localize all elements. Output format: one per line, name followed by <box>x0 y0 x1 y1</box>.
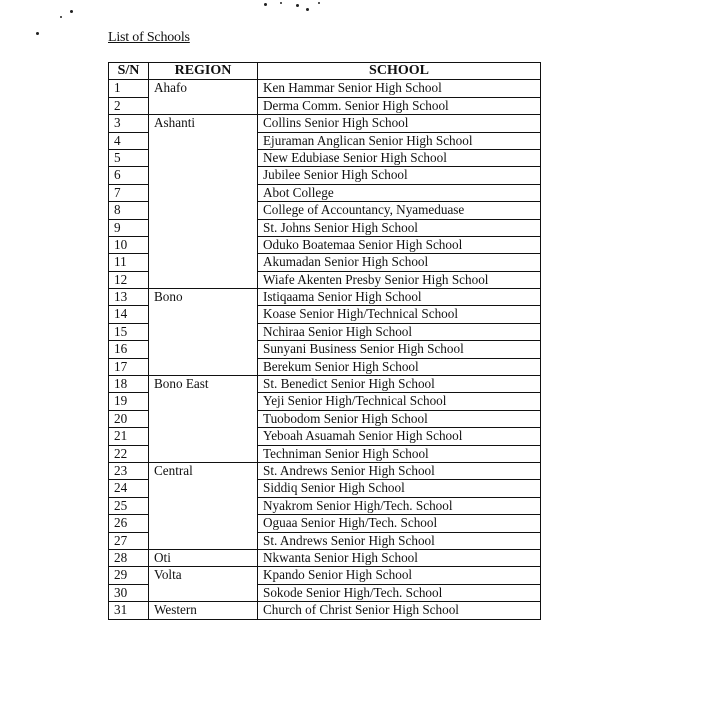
school-cell: Ken Hammar Senior High School <box>258 80 541 97</box>
school-cell: Nchiraa Senior High School <box>258 323 541 340</box>
region-cell: Central <box>149 462 258 479</box>
region-cell: Volta <box>149 567 258 584</box>
school-cell: Oguaa Senior High/Tech. School <box>258 515 541 532</box>
region-cell: Oti <box>149 549 258 566</box>
scan-speck <box>70 10 73 13</box>
table-row <box>109 358 541 375</box>
table-row <box>109 289 541 306</box>
sn-cell: 8 <box>109 202 149 219</box>
table-row <box>109 236 541 253</box>
table-row <box>109 497 541 514</box>
table-row <box>109 462 541 479</box>
sn-cell: 3 <box>109 115 149 132</box>
table-row <box>109 184 541 201</box>
region-cell <box>149 480 258 497</box>
school-cell: Yeji Senior High/Technical School <box>258 393 541 410</box>
table-row <box>109 549 541 566</box>
region-cell <box>149 149 258 166</box>
region-cell <box>149 393 258 410</box>
school-cell: Collins Senior High School <box>258 115 541 132</box>
header-sn: S/N <box>109 63 149 80</box>
sn-cell: 24 <box>109 480 149 497</box>
region-cell <box>149 445 258 462</box>
scan-speck <box>60 16 62 18</box>
header-region: REGION <box>149 63 258 80</box>
sn-cell: 7 <box>109 184 149 201</box>
region-cell <box>149 428 258 445</box>
scan-speck <box>306 8 309 11</box>
school-cell: Abot College <box>258 184 541 201</box>
table-row <box>109 410 541 427</box>
sn-cell: 28 <box>109 549 149 566</box>
school-cell: St. Johns Senior High School <box>258 219 541 236</box>
table-body <box>109 80 541 619</box>
sn-cell: 19 <box>109 393 149 410</box>
sn-cell: 26 <box>109 515 149 532</box>
table-row <box>109 393 541 410</box>
school-cell: Jubilee Senior High School <box>258 167 541 184</box>
region-cell <box>149 341 258 358</box>
region-cell <box>149 219 258 236</box>
school-cell: Ejuraman Anglican Senior High School <box>258 132 541 149</box>
sn-cell: 10 <box>109 236 149 253</box>
sn-cell: 17 <box>109 358 149 375</box>
scan-speck <box>318 2 320 4</box>
school-cell: Church of Christ Senior High School <box>258 602 541 619</box>
region-cell <box>149 410 258 427</box>
scan-speck <box>36 32 39 35</box>
sn-cell: 29 <box>109 567 149 584</box>
school-cell: Sunyani Business Senior High School <box>258 341 541 358</box>
sn-cell: 4 <box>109 132 149 149</box>
school-cell: College of Accountancy, Nyameduase <box>258 202 541 219</box>
table-row <box>109 515 541 532</box>
sn-cell: 25 <box>109 497 149 514</box>
schools-table <box>108 62 541 620</box>
school-cell: Nyakrom Senior High/Tech. School <box>258 497 541 514</box>
school-cell: St. Andrews Senior High School <box>258 462 541 479</box>
table-row <box>109 532 541 549</box>
region-cell <box>149 323 258 340</box>
region-cell <box>149 584 258 601</box>
region-cell <box>149 532 258 549</box>
sn-cell: 2 <box>109 97 149 114</box>
table-row <box>109 341 541 358</box>
table-row <box>109 132 541 149</box>
region-cell <box>149 497 258 514</box>
table-row <box>109 271 541 288</box>
table-row <box>109 428 541 445</box>
sn-cell: 20 <box>109 410 149 427</box>
table-header-row <box>109 63 541 80</box>
school-cell: Siddiq Senior High School <box>258 480 541 497</box>
header-school: SCHOOL <box>258 63 541 80</box>
table-row <box>109 202 541 219</box>
school-cell: St. Andrews Senior High School <box>258 532 541 549</box>
sn-cell: 21 <box>109 428 149 445</box>
region-cell: Western <box>149 602 258 619</box>
school-cell: Sokode Senior High/Tech. School <box>258 584 541 601</box>
region-cell <box>149 306 258 323</box>
school-cell: Berekum Senior High School <box>258 358 541 375</box>
scan-speck <box>296 4 299 7</box>
school-cell: Kpando Senior High School <box>258 567 541 584</box>
region-cell <box>149 358 258 375</box>
scan-speck <box>264 3 267 6</box>
table-row <box>109 567 541 584</box>
table-row <box>109 97 541 114</box>
sn-cell: 30 <box>109 584 149 601</box>
school-cell: Nkwanta Senior High School <box>258 549 541 566</box>
sn-cell: 27 <box>109 532 149 549</box>
region-cell: Bono <box>149 289 258 306</box>
region-cell <box>149 184 258 201</box>
sn-cell: 11 <box>109 254 149 271</box>
region-cell <box>149 254 258 271</box>
school-cell: Istiqaama Senior High School <box>258 289 541 306</box>
region-cell <box>149 132 258 149</box>
region-cell <box>149 202 258 219</box>
table-row <box>109 584 541 601</box>
sn-cell: 16 <box>109 341 149 358</box>
table-row <box>109 115 541 132</box>
sn-cell: 13 <box>109 289 149 306</box>
school-cell: Koase Senior High/Technical School <box>258 306 541 323</box>
region-cell <box>149 236 258 253</box>
sn-cell: 9 <box>109 219 149 236</box>
table-row <box>109 602 541 619</box>
school-cell: New Edubiase Senior High School <box>258 149 541 166</box>
region-cell: Ashanti <box>149 115 258 132</box>
sn-cell: 14 <box>109 306 149 323</box>
region-cell: Bono East <box>149 376 258 393</box>
school-cell: Akumadan Senior High School <box>258 254 541 271</box>
sn-cell: 12 <box>109 271 149 288</box>
sn-cell: 15 <box>109 323 149 340</box>
sn-cell: 23 <box>109 462 149 479</box>
table-row <box>109 323 541 340</box>
school-cell: Yeboah Asuamah Senior High School <box>258 428 541 445</box>
school-cell: Oduko Boatemaa Senior High School <box>258 236 541 253</box>
school-cell: St. Benedict Senior High School <box>258 376 541 393</box>
sn-cell: 1 <box>109 80 149 97</box>
region-cell: Ahafo <box>149 80 258 97</box>
school-cell: Derma Comm. Senior High School <box>258 97 541 114</box>
sn-cell: 5 <box>109 149 149 166</box>
table-row <box>109 376 541 393</box>
table-row <box>109 80 541 97</box>
table-row <box>109 254 541 271</box>
table-row <box>109 445 541 462</box>
school-cell: Tuobodom Senior High School <box>258 410 541 427</box>
region-cell <box>149 271 258 288</box>
region-cell <box>149 167 258 184</box>
sn-cell: 22 <box>109 445 149 462</box>
region-cell <box>149 97 258 114</box>
school-cell: Techniman Senior High School <box>258 445 541 462</box>
sn-cell: 31 <box>109 602 149 619</box>
page-title: List of Schools <box>108 30 190 45</box>
scan-speck <box>280 2 282 4</box>
table-row <box>109 167 541 184</box>
table-row <box>109 306 541 323</box>
sn-cell: 18 <box>109 376 149 393</box>
sn-cell: 6 <box>109 167 149 184</box>
region-cell <box>149 515 258 532</box>
table-row <box>109 149 541 166</box>
school-cell: Wiafe Akenten Presby Senior High School <box>258 271 541 288</box>
table-row <box>109 219 541 236</box>
table-row <box>109 480 541 497</box>
